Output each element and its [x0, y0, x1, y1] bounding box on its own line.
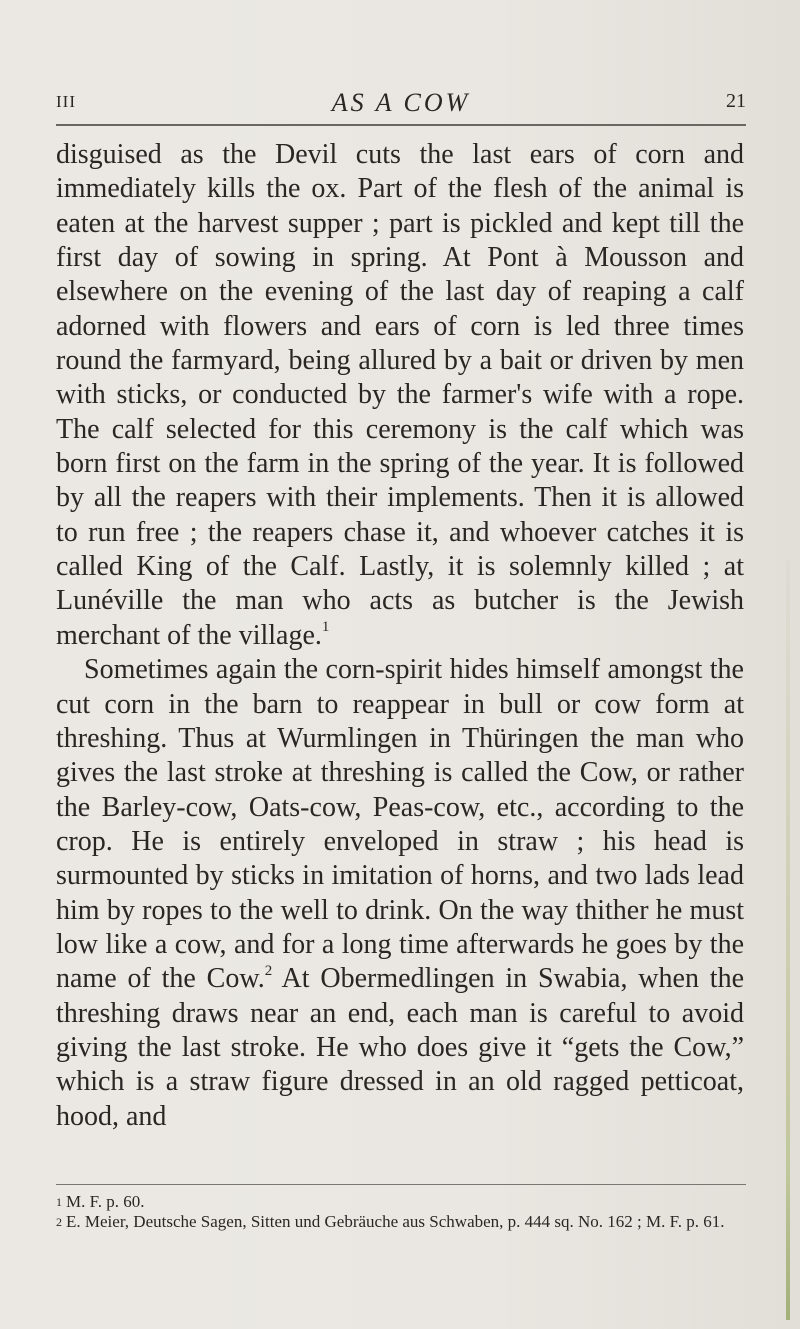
footnote-2-text: E. Meier, Deutsche Sagen, Sitten und Gebräuche aus Schwaben, p. 444 sq. No. 162 ; M. F. p. 61. — [66, 1212, 725, 1231]
paragraph-2-text-b: At Obermedlingen in Swabia, when the threshing draws near an end, each man is careful to avoid giving the last stroke. He who does give it “gets the Cow,” which is a straw figure dressed in an old ragged petticoat, hood, and — [56, 963, 744, 1132]
chapter-number: III — [56, 92, 76, 111]
footnotes — [56, 1192, 746, 1232]
footnote-1 — [56, 1192, 746, 1212]
running-header — [56, 90, 746, 126]
footnote-2 — [56, 1212, 746, 1232]
running-title: AS A COW — [331, 88, 471, 117]
footnote-ref-1[interactable]: 1 — [321, 619, 330, 636]
page-number: 21 — [726, 90, 746, 112]
footnote-2-number: 2 — [56, 1215, 62, 1229]
paragraph-2-text-a: Sometimes again the corn-spirit hides himself amongst the cut corn in the barn to reappear in bull or cow form at threshing. Thus at Wurmlingen in Thüringen the man who gives the last stroke at threshing is called the Cow, or rather the Barley-cow, Oats-cow, Peas-cow, etc., according to the crop. He is entirely enveloped in straw ; his head is surmounted by sticks in imitation of horns, and two lads lead him by ropes to the well to drink. On the way thither he must low like a cow, and for a long time afterwards he goes by the name of the Cow. — [56, 654, 744, 995]
paragraph-1 — [56, 138, 744, 653]
paragraph-1-text: disguised as the Devil cuts the last ears of corn and immediately kills the ox. Part of the flesh of the animal is eaten at the harvest supper ; part is pickled and kept till the first day of sowing in spring. At Pont à Mousson and elsewhere on the evening of the last day of reaping a calf adorned with flowers and ears of corn is led three times round the farmyard, being allured by a bait or driven by men with sticks, or conducted by the farmer's wife with a rope. The calf selected for this ceremony is the calf which was born first on the farm in the spring of the year. It is followed by all the reapers with their implements. Then it is allowed to run free ; the reapers chase it, and whoever catches it is called King of the Calf. Lastly, it is solemnly killed ; at Lunéville the man who acts as butcher is the Jewish merchant of the village. — [56, 139, 744, 651]
body-text — [56, 138, 744, 1134]
paragraph-2 — [56, 653, 744, 1134]
page-edge-shadow — [786, 560, 790, 1320]
footnote-ref-2[interactable]: 2 — [264, 962, 273, 979]
footnote-1-number: 1 — [56, 1195, 62, 1209]
footnote-divider — [56, 1184, 746, 1185]
footnote-1-text: M. F. p. 60. — [66, 1192, 145, 1211]
